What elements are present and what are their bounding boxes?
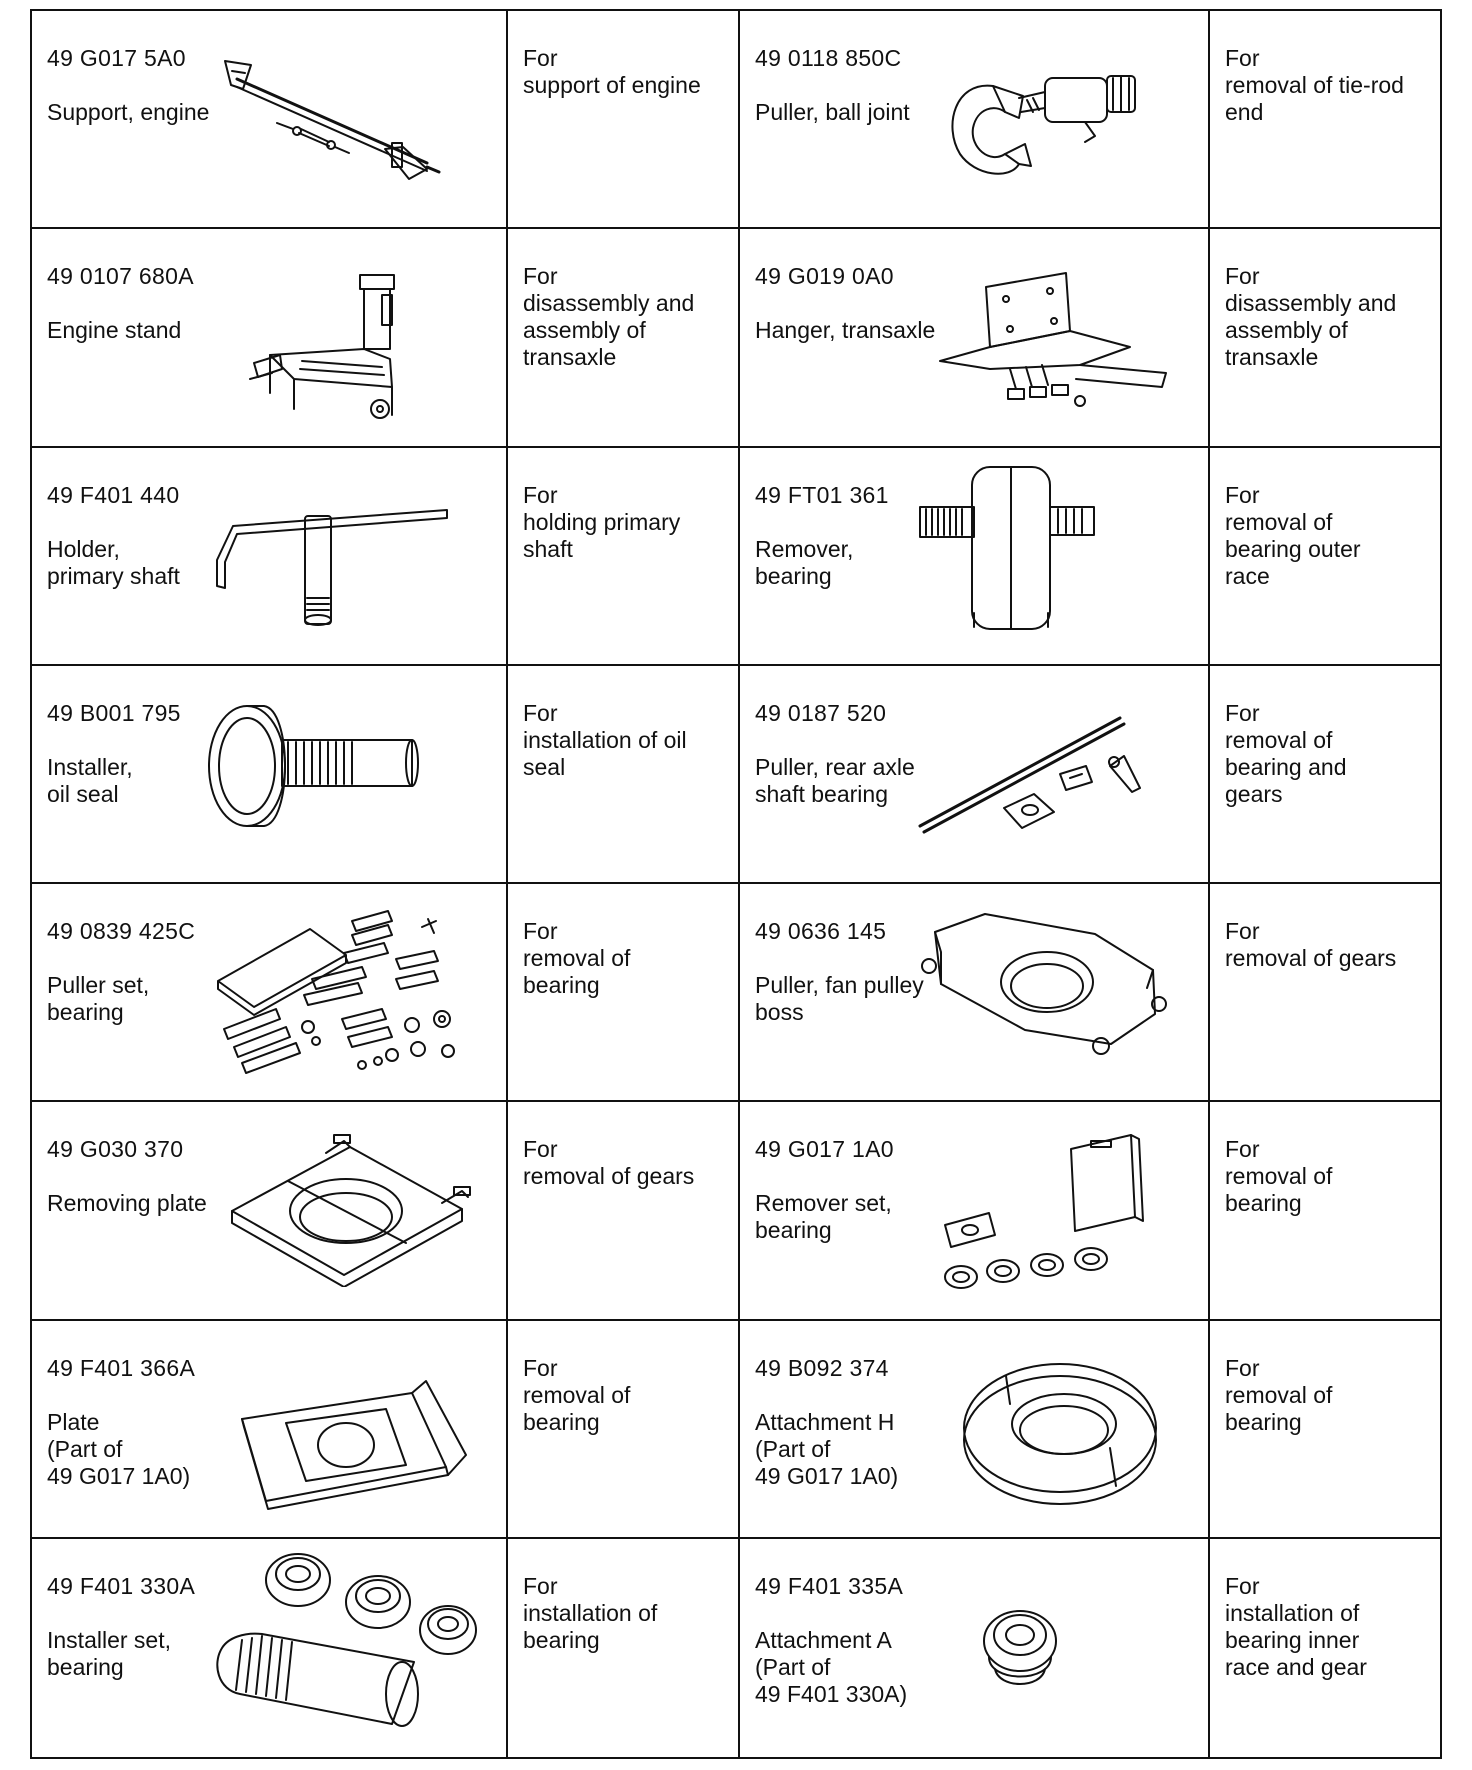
part-number: 49 0118 850C [755,45,902,71]
part-number: 49 FT01 361 [755,481,889,508]
left-tool-cell [32,1321,508,1539]
right-purpose-cell [1210,229,1442,447]
left-tool-cell [32,1102,508,1320]
purpose-text: For disassembly and assembly of transaxle [1225,263,1397,371]
tool-name: Hanger, transaxle [755,317,936,344]
part-number: 49 F401 440 [47,481,180,508]
left-tool-cell [32,1539,508,1757]
part-number: 49 0107 680A [47,263,194,290]
bearing-puller-set-icon [212,909,487,1079]
engine-support-icon [217,51,487,181]
removing-plate-icon [222,1127,487,1287]
tool-name: Plate (Part of 49 G017 1A0) [47,1408,191,1489]
left-tool-cell [32,11,508,229]
right-purpose-cell [1210,1321,1442,1539]
left-purpose-cell [508,884,740,1102]
right-purpose-cell [1210,666,1442,884]
purpose-text: For removal of bearing [523,1354,631,1435]
tool-name: Attachment A (Part of 49 F401 330A) [755,1626,908,1707]
right-purpose-cell [1210,1102,1442,1320]
left-purpose-cell [508,1321,740,1539]
attachment-h-icon [940,1346,1180,1516]
special-tools-table [30,9,1442,1759]
plate-icon [232,1351,477,1511]
part-number: 49 B001 795 [47,699,181,726]
tool-name: Puller set, bearing [47,972,150,1025]
left-tool-cell [32,448,508,666]
tool-name: Puller, ball joint [755,99,910,125]
left-purpose-cell [508,1539,740,1757]
right-purpose-cell [1210,1539,1442,1757]
left-purpose-cell [508,666,740,884]
purpose-text: For removal of bearing [1225,1354,1333,1435]
left-purpose-cell [508,1102,740,1320]
rear-axle-puller-icon [910,696,1180,846]
tool-name: Attachment H (Part of 49 G017 1A0) [755,1408,899,1489]
right-tool-cell [740,666,1210,884]
right-purpose-cell [1210,11,1442,229]
tool-name: Puller, fan pulley boss [755,972,924,1025]
bearing-remover-icon [910,463,1180,638]
part-number: 49 G017 1A0 [755,1136,894,1163]
transaxle-hanger-icon [930,269,1180,419]
part-number: 49 B092 374 [755,1354,889,1381]
tool-name: Support, engine [47,99,210,125]
purpose-text: For holding primary shaft [523,481,681,562]
left-purpose-cell [508,11,740,229]
fan-pulley-puller-icon [915,904,1185,1064]
purpose-text: For removal of gears [523,1136,695,1190]
right-tool-cell [740,229,1210,447]
purpose-text: For removal of bearing [523,918,631,998]
part-number: 49 G019 0A0 [755,263,894,290]
purpose-text: For installation of oil seal [523,699,687,780]
tool-name: Installer set, bearing [47,1626,171,1680]
purpose-text: For installation of bearing inner race and gear [1225,1572,1367,1680]
right-tool-cell [740,884,1210,1102]
engine-stand-icon [232,269,482,419]
tool-name: Remover set, bearing [755,1190,892,1244]
part-number: 49 F401 366A [47,1354,196,1381]
right-purpose-cell [1210,884,1442,1102]
part-number: 49 0187 520 [755,699,887,726]
purpose-text: For support of engine [523,45,701,98]
right-tool-cell [740,1539,1210,1757]
tool-name: Installer, oil seal [47,753,133,807]
part-number: 49 F401 335A [755,1572,904,1599]
part-number: 49 G030 370 [47,1136,184,1163]
right-tool-cell [740,11,1210,229]
purpose-text: For removal of gears [1225,918,1397,971]
purpose-text: For removal of tie-rod end [1225,45,1404,125]
tool-name: Remover, bearing [755,535,854,589]
oil-seal-installer-icon [192,696,482,836]
purpose-text: For installation of bearing [523,1572,658,1653]
part-number: 49 G017 5A0 [47,45,186,71]
tool-name: Puller, rear axle shaft bearing [755,753,915,807]
left-purpose-cell [508,229,740,447]
ball-joint-puller-icon [935,46,1160,186]
right-tool-cell [740,448,1210,666]
right-purpose-cell [1210,448,1442,666]
primary-shaft-holder-icon [197,498,482,628]
purpose-text: For removal of bearing [1225,1136,1333,1217]
purpose-text: For removal of bearing outer race [1225,481,1361,589]
left-tool-cell [32,666,508,884]
tool-name: Holder, primary shaft [47,535,180,589]
purpose-text: For disassembly and assembly of transaxle [523,263,695,371]
purpose-text: For removal of bearing and gears [1225,699,1347,807]
left-tool-cell [32,884,508,1102]
tool-name: Removing plate [47,1190,207,1217]
part-number: 49 F401 330A [47,1572,196,1599]
part-number: 49 0636 145 [755,918,887,944]
tool-name: Engine stand [47,317,182,344]
attachment-a-icon [975,1599,1065,1699]
bearing-installer-set-icon [192,1544,482,1734]
left-purpose-cell [508,448,740,666]
left-tool-cell [32,229,508,447]
right-tool-cell [740,1102,1210,1320]
bearing-remover-set-icon [925,1127,1180,1297]
right-tool-cell [740,1321,1210,1539]
part-number: 49 0839 425C [47,918,196,944]
